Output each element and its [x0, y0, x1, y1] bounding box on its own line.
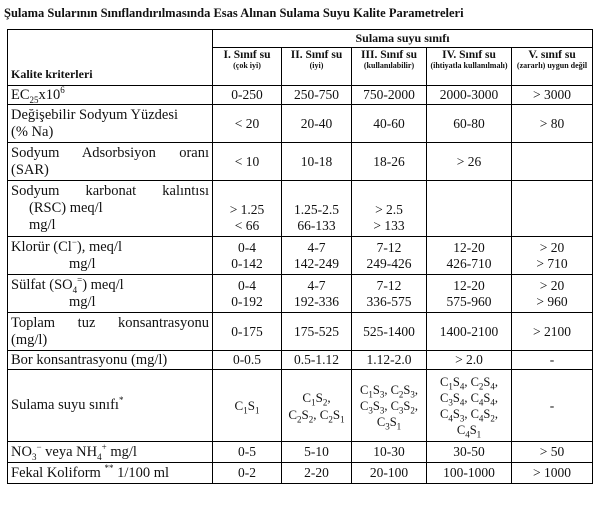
table-row-sar	[8, 143, 593, 181]
value-cell: 0-0.5	[213, 351, 282, 370]
table-row-esp	[8, 105, 593, 143]
table-row-chloride	[8, 237, 593, 275]
value-cell: 0-250	[213, 86, 282, 105]
value-cell: 0.5-1.12	[282, 351, 352, 370]
value-cell: 1400-2100	[427, 313, 512, 351]
value-cell: > 20 > 960	[512, 275, 593, 313]
table-row-sulfate	[8, 275, 593, 313]
value-cell: > 1.25 < 66	[213, 181, 282, 237]
value-cell: > 2.0	[427, 351, 512, 370]
value-cell: > 2100	[512, 313, 593, 351]
table-row-coliform	[8, 463, 593, 484]
criterion-ec: $EC_{25}x10^6$	[8, 86, 213, 105]
value-cell	[427, 181, 512, 237]
value-cell: 0-4 0-192	[213, 275, 282, 313]
value-cell: 2-20	[282, 463, 352, 484]
value-cell: 750-2000	[352, 86, 427, 105]
value-cell: 10-18	[282, 143, 352, 181]
value-cell: > 26	[427, 143, 512, 181]
value-cell: > 2.5 > 133	[352, 181, 427, 237]
value-cell: 0-2	[213, 463, 282, 484]
table-row-rsc	[8, 181, 593, 237]
criterion-sulfate: Sülfat $(SO_4^=)$ meq/l mg/l	[8, 275, 213, 313]
value-cell: $C_1S_4$, $C_2S_4$, $C_3S_4$, $C_4S_4$, $C_4S_3$, $C_4S_2$, $C_4S_1$	[427, 370, 512, 442]
value-cell: $C_1S_3$, $C_2S_3$, $C_3S_3$, $C_3S_2$, $C_3S_1$	[352, 370, 427, 442]
value-cell: > 20 > 710	[512, 237, 593, 275]
criteria-header: Kalite kriterleri	[8, 30, 213, 86]
criterion-salt: Toplam tuz konsantrasyonu (mg/l)	[8, 313, 213, 351]
value-cell: < 10	[213, 143, 282, 181]
criterion-nitrate: $NO_3^-$ veya $NH_4^+$ mg/l	[8, 442, 213, 463]
criterion-sar: Sodyum Adsorbsiyon oranı (SAR)	[8, 143, 213, 181]
value-cell: 40-60	[352, 105, 427, 143]
value-cell: $C_1S_1$	[213, 370, 282, 442]
value-cell: 12-20 426-710	[427, 237, 512, 275]
value-cell: 250-750	[282, 86, 352, 105]
value-cell	[512, 143, 593, 181]
value-cell: $C_1S_2$, $C_2S_2$, $C_2S_1$	[282, 370, 352, 442]
criterion-boron: Bor konsantrasyonu (mg/l)	[8, 351, 213, 370]
value-cell: 10-30	[352, 442, 427, 463]
value-cell: 20-40	[282, 105, 352, 143]
value-cell: 7-12 249-426	[352, 237, 427, 275]
value-cell: 100-1000	[427, 463, 512, 484]
value-cell: -	[512, 351, 593, 370]
value-cell: 5-10	[282, 442, 352, 463]
value-cell: 2000-3000	[427, 86, 512, 105]
table-row-boron	[8, 351, 593, 370]
value-cell: 0-4 0-142	[213, 237, 282, 275]
value-cell: 20-100	[352, 463, 427, 484]
value-cell: 1.25-2.5 66-133	[282, 181, 352, 237]
class-header-4: IV. Sınıf su (ihtiyatla kullanılmalı)	[427, 48, 512, 86]
class-header-5: V. sınıf su (zararlı) uygun değil	[512, 48, 593, 86]
value-cell: 4-7 192-336	[282, 275, 352, 313]
value-cell: > 3000	[512, 86, 593, 105]
value-cell: 0-5	[213, 442, 282, 463]
class-header-2: II. Sınıf su (iyi)	[282, 48, 352, 86]
value-cell: 30-50	[427, 442, 512, 463]
value-cell: 7-12 336-575	[352, 275, 427, 313]
value-cell: > 80	[512, 105, 593, 143]
value-cell: 0-175	[213, 313, 282, 351]
value-cell: > 50	[512, 442, 593, 463]
criterion-rsc: Sodyum karbonat kalıntısı (RSC) meq/l mg/l	[8, 181, 213, 237]
class-header-3: III. Sınıf su (kullanılabilir)	[352, 48, 427, 86]
value-cell: 18-26	[352, 143, 427, 181]
value-cell: -	[512, 370, 593, 442]
table-row-salt	[8, 313, 593, 351]
table-row-ec	[8, 86, 593, 105]
value-cell: 4-7 142-249	[282, 237, 352, 275]
value-cell	[512, 181, 593, 237]
class-header-1: I. Sınıf su (çok iyi)	[213, 48, 282, 86]
water-quality-table	[7, 29, 593, 484]
value-cell: 525-1400	[352, 313, 427, 351]
class-group-header: Sulama suyu sınıfı	[213, 30, 593, 48]
table-row-nitrate	[8, 442, 593, 463]
criterion-chloride: Klorür (Cl−), meq/l mg/l	[8, 237, 213, 275]
criterion-class: Sulama suyu sınıfı*	[8, 370, 213, 442]
criterion-coliform: Fekal Koliform ** 1/100 ml	[8, 463, 213, 484]
table-caption: Şulama Sularının Sınıflandırılmasında Esas Alınan Sulama Suyu Kalite Parametreleri	[4, 6, 464, 20]
table-row-class	[8, 370, 593, 442]
value-cell: 12-20 575-960	[427, 275, 512, 313]
criterion-esp: Değişebilir Sodyum Yüzdesi (% Na)	[8, 105, 213, 143]
value-cell: 60-80	[427, 105, 512, 143]
value-cell: 1.12-2.0	[352, 351, 427, 370]
value-cell: 175-525	[282, 313, 352, 351]
value-cell: < 20	[213, 105, 282, 143]
value-cell: > 1000	[512, 463, 593, 484]
header-row-group	[8, 30, 593, 48]
